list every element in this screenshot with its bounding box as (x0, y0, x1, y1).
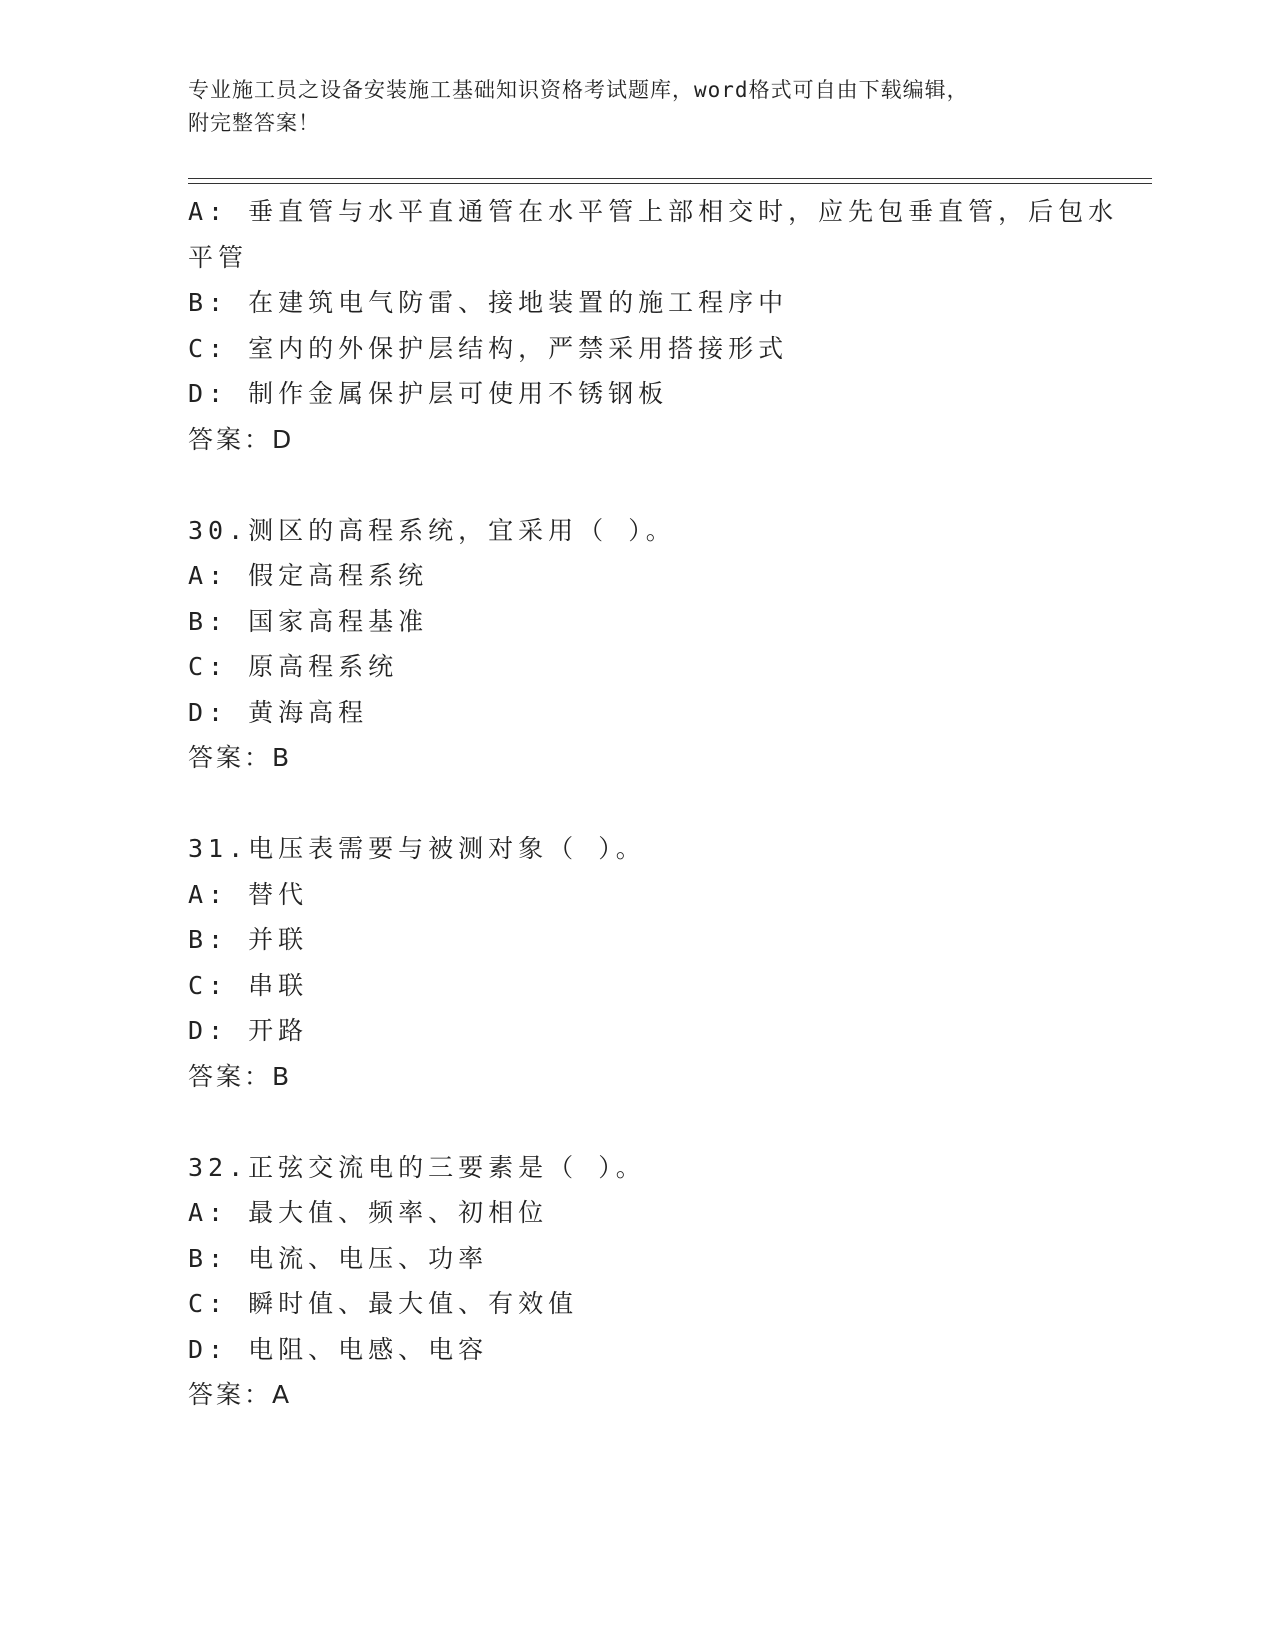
header-divider-bottom (188, 183, 1152, 184)
answer: 答案：A (188, 1380, 293, 1409)
answer: 答案：B (188, 743, 293, 772)
spacer (188, 1099, 1088, 1145)
option-d: D: 制作金属保护层可使用不锈钢板 (188, 379, 669, 408)
question-31 (188, 826, 1088, 1099)
option-c: C: 原高程系统 (188, 652, 399, 681)
question-32 (188, 1145, 1088, 1418)
option-b: B: 并联 (188, 925, 309, 954)
option-d: D: 电阻、电感、电容 (188, 1334, 489, 1364)
option-c: C: 串联 (188, 970, 309, 1000)
answer: 答案：D (188, 424, 295, 454)
option-a: A: 最大值、频率、初相位 (188, 1198, 549, 1227)
answer: 答案：B (188, 1061, 293, 1091)
option-a-continued: 平管 (188, 242, 249, 272)
question-30 (188, 508, 1088, 781)
header-line-1: 专业施工员之设备安装施工基础知识资格考试题库，word格式可自由下载编辑， (188, 78, 969, 102)
question-stem: 32.正弦交流电的三要素是（ ）。 (188, 1152, 646, 1182)
option-d: D: 开路 (188, 1016, 309, 1045)
question-stem: 31.电压表需要与被测对象（ ）。 (188, 834, 646, 863)
spacer (188, 781, 1088, 827)
option-b: B: 在建筑电气防雷、接地装置的施工程序中 (188, 288, 789, 317)
option-a: A: 垂直管与水平直通管在水平管上部相交时，应先包垂直管，后包水 (188, 197, 1119, 226)
question-list (188, 189, 1119, 1418)
question-stem: 30.测区的高程系统，宜采用（ ）。 (188, 515, 676, 545)
option-c: C: 瞬时值、最大值、有效值 (188, 1289, 579, 1318)
continued-question (188, 189, 1119, 462)
spacer (188, 462, 1088, 508)
option-c: C: 室内的外保护层结构，严禁采用搭接形式 (188, 333, 789, 363)
header-line-2: 附完整答案！ (188, 111, 320, 135)
option-a: A: 替代 (188, 879, 309, 909)
header-divider-top (188, 178, 1152, 179)
option-a: A: 假定高程系统 (188, 561, 429, 590)
option-b: B: 国家高程基准 (188, 606, 429, 636)
document-header (188, 74, 1088, 140)
option-d: D: 黄海高程 (188, 697, 369, 727)
option-b: B: 电流、电压、功率 (188, 1243, 489, 1273)
